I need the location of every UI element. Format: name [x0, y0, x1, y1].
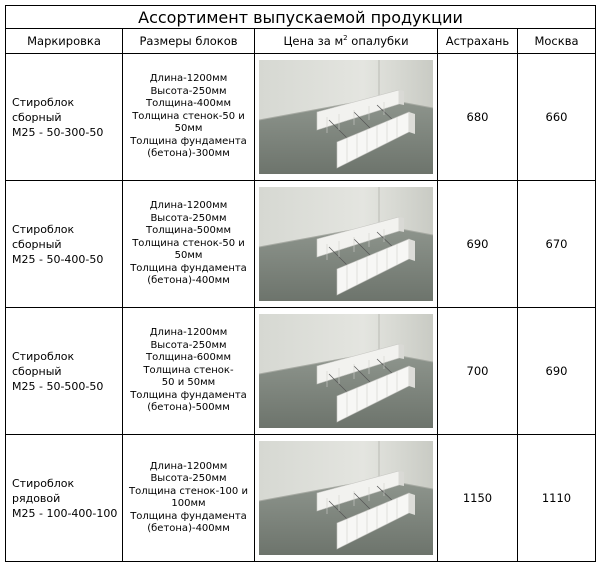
- table-row: [6, 54, 596, 181]
- price-astrakhan: 700: [438, 308, 518, 435]
- price-moscow: 660: [518, 54, 596, 181]
- size-line: Длина-1200мм: [149, 73, 228, 85]
- product-range-sheet: [5, 5, 595, 562]
- table-title: Ассортимент выпускаемой продукции: [6, 6, 596, 29]
- product-marking-line2: М25 - 50-400-50: [12, 252, 104, 266]
- size-line: Толщина фундамента: [130, 389, 247, 401]
- size-line: (бетона)-500мм: [147, 402, 230, 414]
- size-line: (бетона)-400мм: [147, 275, 230, 287]
- size-line: Толщина фундамента: [130, 510, 247, 522]
- price-astrakhan: 680: [438, 54, 518, 181]
- size-line: Толщина стенок-: [143, 364, 234, 376]
- product-marking-line1: Стироблок сборный: [12, 222, 75, 251]
- price-moscow: 670: [518, 181, 596, 308]
- header-price-superscript: 2: [343, 34, 348, 43]
- product-sizes: [123, 308, 255, 435]
- product-photo: [255, 54, 438, 181]
- product-sizes: [123, 181, 255, 308]
- product-marking-line2: М25 - 50-500-50: [12, 379, 104, 393]
- product-marking-line1: Стироблок сборный: [12, 349, 75, 378]
- product-photo: [255, 181, 438, 308]
- product-sizes: [123, 54, 255, 181]
- product-sizes: [123, 435, 255, 562]
- header-marking: Маркировка: [6, 29, 123, 54]
- product-table: [5, 5, 596, 562]
- product-photo: [255, 308, 438, 435]
- header-price-prefix: Цена за м: [283, 34, 344, 48]
- size-line: Высота-250мм: [150, 339, 227, 351]
- product-marking-line1: Стироблок рядовой: [12, 476, 75, 505]
- product-photo: [255, 435, 438, 562]
- size-line: Толщина-600мм: [146, 352, 231, 364]
- size-line: 50 и 50мм: [161, 377, 216, 389]
- formwork-photo-image: [259, 441, 433, 555]
- size-line: Толщина-500мм: [146, 225, 231, 237]
- size-line: Толщина стенок-50 и 50мм: [132, 110, 245, 135]
- price-astrakhan: 1150: [438, 435, 518, 562]
- size-line: 100мм: [171, 498, 206, 509]
- header-price-per-m2: [255, 29, 438, 54]
- header-astrakhan: Астрахань: [438, 29, 518, 54]
- product-marking-line2: М25 - 100-400-100: [12, 506, 118, 520]
- size-line: Высота-250мм: [150, 85, 227, 97]
- size-line: (бетона)-300мм: [147, 148, 230, 160]
- header-sizes: Размеры блоков: [123, 29, 255, 54]
- size-line: Толщина фундамента: [130, 135, 247, 147]
- table-row: [6, 308, 596, 435]
- table-row: [6, 181, 596, 308]
- price-moscow: 690: [518, 308, 596, 435]
- product-marking-line1: Стироблок сборный: [12, 95, 75, 124]
- header-price-suffix: опалубки: [347, 34, 409, 48]
- size-line: (бетона)-400мм: [147, 523, 230, 534]
- size-line: Толщина фундамента: [130, 262, 247, 274]
- size-line: Длина-1200мм: [149, 200, 228, 212]
- size-line: Длина-1200мм: [149, 460, 228, 472]
- price-moscow: 1110: [518, 435, 596, 562]
- size-line: Толщина стенок-50 и 50мм: [132, 237, 245, 262]
- size-line: Высота-250мм: [150, 473, 227, 484]
- formwork-photo-image: [259, 187, 433, 301]
- header-row: [6, 29, 596, 54]
- size-line: Длина-1200мм: [149, 327, 228, 339]
- size-line: Толщина-400мм: [146, 98, 231, 110]
- table-row: [6, 435, 596, 562]
- header-moscow: Москва: [518, 29, 596, 54]
- product-marking: [6, 181, 123, 308]
- price-astrakhan: 690: [438, 181, 518, 308]
- product-marking: [6, 54, 123, 181]
- formwork-photo-image: [259, 60, 433, 174]
- size-line: Высота-250мм: [150, 212, 227, 224]
- product-marking-line2: М25 - 50-300-50: [12, 125, 104, 139]
- title-row: [6, 6, 596, 29]
- product-marking: [6, 435, 123, 562]
- size-line: Толщина стенок-100 и: [129, 485, 248, 497]
- formwork-photo-image: [259, 314, 433, 428]
- product-marking: [6, 308, 123, 435]
